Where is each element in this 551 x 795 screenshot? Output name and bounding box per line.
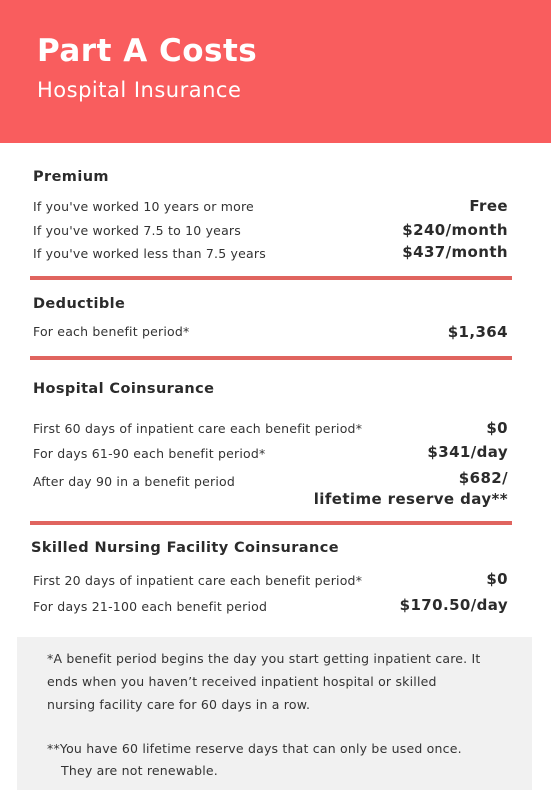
hospital-coinsurance-title: Hospital Coinsurance [33,381,215,397]
header-banner [0,0,551,143]
snf-coinsurance-row-label: First 20 days of inpatient care each benefit period* [33,573,363,588]
premium-row-value: Free [469,197,508,215]
hospital-coinsurance-row-label: After day 90 in a benefit period [33,474,236,489]
footnotes-box [17,637,532,790]
hospital-coinsurance-row-value: $341/day [427,443,508,461]
premium-row-label: If you've worked 7.5 to 10 years [33,223,241,238]
premium-row-value: $437/month [402,243,508,261]
footnote-line: They are not renewable. [61,763,218,778]
footnote-line: *A benefit period begins the day you start getting inpatient care. It [47,651,481,666]
section-divider [30,356,512,360]
deductible-row-value: $1,364 [447,323,508,341]
page-title: Part A Costs [37,33,258,69]
snf-coinsurance-title: Skilled Nursing Facility Coinsurance [31,540,339,556]
hospital-coinsurance-row-value-line2: lifetime reserve day** [313,490,508,508]
section-divider [30,521,512,525]
hospital-coinsurance-row-value: $0 [486,419,508,437]
hospital-coinsurance-row-label: For days 61-90 each benefit period* [33,446,266,461]
premium-row-value: $240/month [402,221,508,239]
deductible-title: Deductible [33,296,126,312]
premium-title: Premium [33,169,109,185]
deductible-row-label: For each benefit period* [33,324,190,339]
footnote-line: ends when you haven’t received inpatient hospital or skilled [47,674,437,689]
page-subtitle: Hospital Insurance [37,78,242,102]
premium-row-label: If you've worked less than 7.5 years [33,246,266,261]
hospital-coinsurance-row-label: First 60 days of inpatient care each benefit period* [33,421,363,436]
hospital-coinsurance-row-value: $682/ [458,469,508,487]
premium-row-label: If you've worked 10 years or more [33,199,254,214]
snf-coinsurance-row-value: $170.50/day [399,596,508,614]
footnote-line: nursing facility care for 60 days in a row. [47,697,311,712]
snf-coinsurance-row-label: For days 21-100 each benefit period [33,599,268,614]
section-divider [30,276,512,280]
footnote-line: **You have 60 lifetime reserve days that can only be used once. [47,741,462,756]
snf-coinsurance-row-value: $0 [486,570,508,588]
